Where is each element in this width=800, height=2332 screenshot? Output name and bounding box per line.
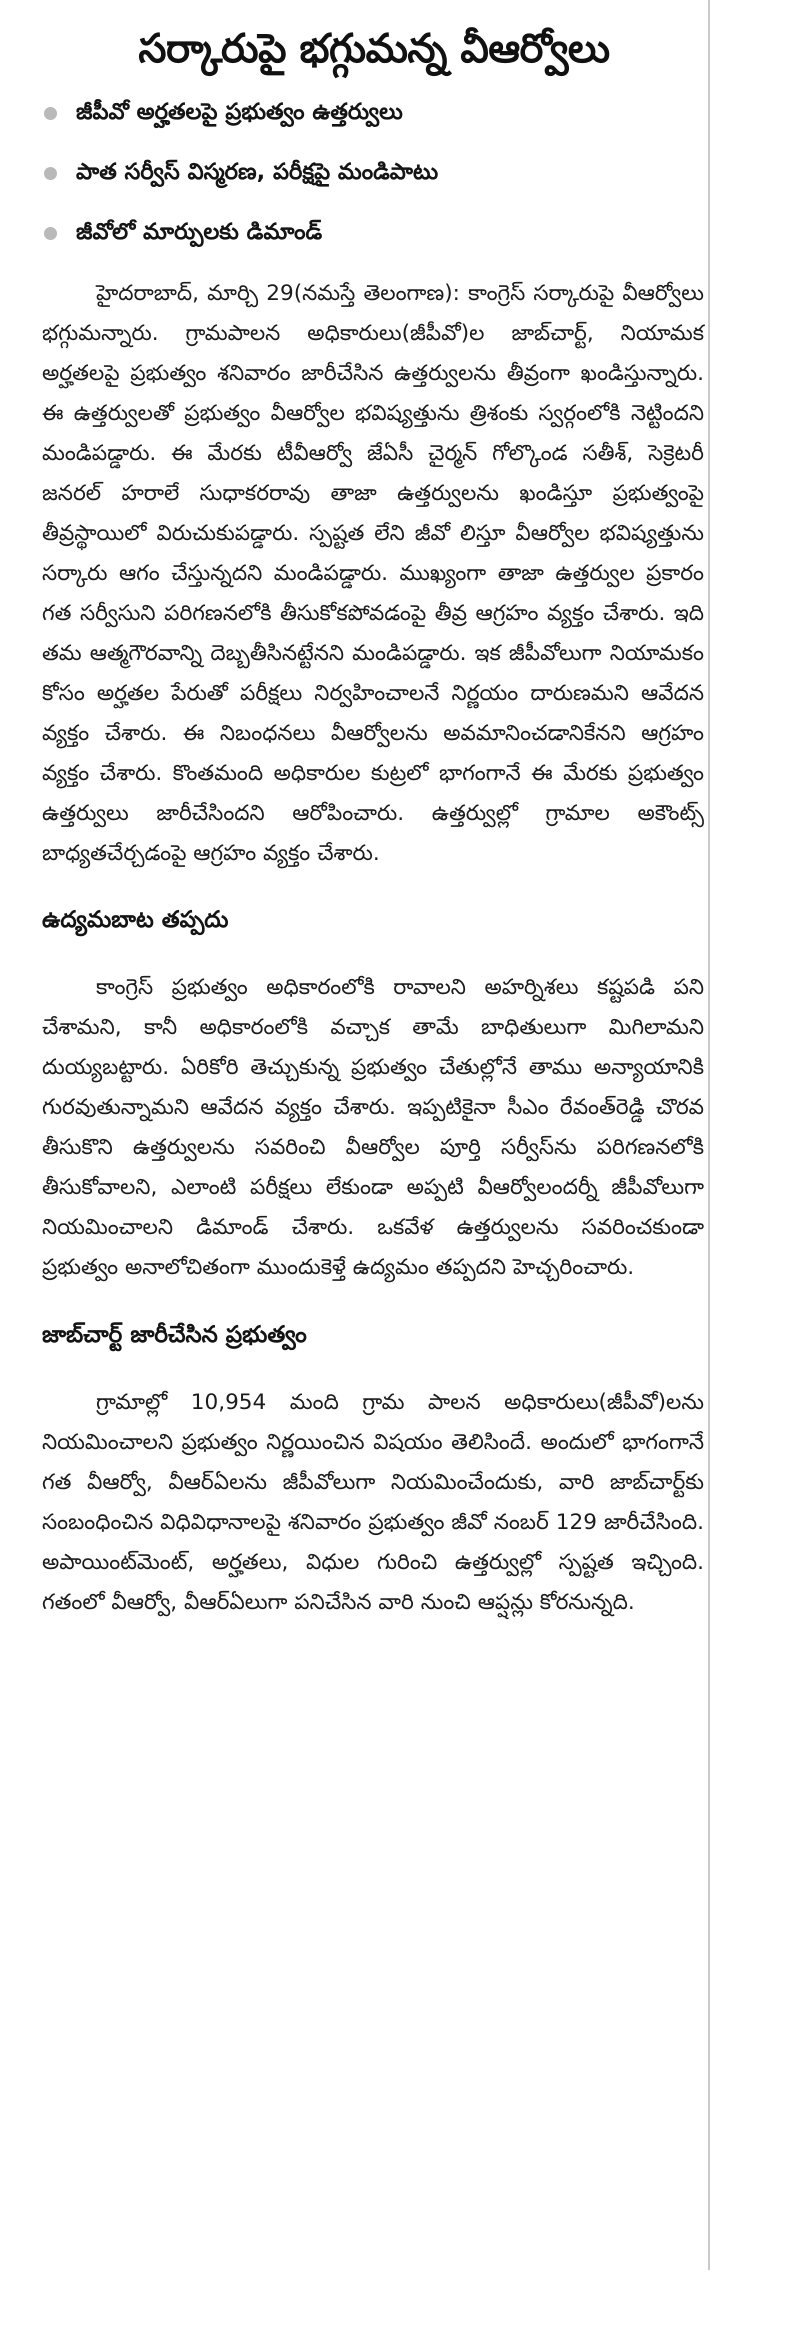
article-paragraph: కాంగ్రెస్ ప్రభుత్వం అధికారంలోకి రావాలని అహర్నిశలు కష్టపడి పని చేశామని, కానీ అధికారంలోకి వచ్చాక తామే బాధితులుగా మిగిలామని దుయ్యబట్టారు. ఏరికోరి తెచ్చుకున్న ప్రభుత్వం చేతుల్లోనే తాము అన్యాయానికి గురవుతున్నామని ఆవేదన వ్యక్తం చేశారు. ఇప్పటికైనా సీఎం రేవంత్‌రెడ్డి చొరవ తీసుకొని ఉత్తర్వులను సవరించి వీఆర్వోల పూర్తి సర్వీస్‌ను పరిగణనలోకి తీసుకోవాలని, ఎలాంటి పరీక్షలు లేకుండా అప్పటి వీఆర్వోలందర్నీ జీపీవోలుగా నియమించాలని డిమాండ్ చేశారు. ఒకవేళ ఉత్తర్వులను సవరించకుండా ప్రభుత్వం అనాలోచితంగా ముందుకెళ్తే ఉద్యమం తప్పదని హెచ్చరించారు.	[42, 975, 704, 1280]
bullet-dot-icon	[44, 107, 57, 120]
article-paragraph: హైదరాబాద్, మార్చి 29(నమస్తే తెలంగాణ): కాంగ్రెస్ సర్కారుపై వీఆర్వోలు భగ్గుమన్నారు. గ్రామపాలన అధికారులు(జీపీవో)ల జాబ్‌చార్ట్, నియామక అర్హతలపై ప్రభుత్వం శనివారం జారీచేసిన ఉత్తర్వులను తీవ్రంగా ఖండిస్తున్నారు. ఈ ఉత్తర్వులతో ప్రభుత్వం వీఆర్వోల భవిష్యత్తును త్రిశంకు స్వర్గంలోకి నెట్టిందని మండిపడ్డారు. ఈ మేరకు టీవీఆర్వో జేఏసీ చైర్మన్ గోల్కొండ సతీశ్, సెక్రెటరీ జనరల్ హరాలే సుధాకరరావు తాజా ఉత్తర్వులను ఖండిస్తూ ప్రభుత్వంపై తీవ్రస్థాయిలో విరుచుకుపడ్డారు. స్పష్టత లేని జీవో లిస్తూ వీఆర్వోల భవిష్యత్తును సర్కారు ఆగం చేస్తున్నదని మండిపడ్డారు. ముఖ్యంగా తాజా ఉత్తర్వుల ప్రకారం గత సర్వీసుని పరిగణనలోకి తీసుకోకపోవడంపై తీవ్ర ఆగ్రహం వ్యక్తం చేశారు. ఇది తమ ఆత్మగౌరవాన్ని దెబ్బతీసినట్టేనని మండిపడ్డారు. ఇక జీపీవోలుగా నియామకం కోసం అర్హతల పేరుతో పరీక్షలు నిర్వహించాలనే నిర్ణయం దారుణమని ఆవేదన వ్యక్తం చేశారు. ఈ నిబంధనలు వీఆర్వోలను అవమానించడానికేనని ఆగ్రహం వ్యక్తం చేశారు. కొంతమంది అధికారుల కుట్రలో భాగంగానే ఈ మేరకు ప్రభుత్వం ఉత్తర్వులు జారీచేసిందని ఆరోపించారు. ఉత్తర్వుల్లో గ్రామాల అకౌంట్స్ బాధ్యతచేర్చడంపై ఆగ్రహం వ్యక్తం చేశారు.	[42, 281, 704, 866]
bullet-dot-icon	[44, 227, 57, 240]
bullet-item	[40, 218, 710, 247]
newspaper-clipping	[38, 0, 710, 2332]
bullet-text: జీవోలో మార్పులకు డిమాండ్	[76, 219, 323, 245]
bullet-text: జీపీవో అర్హతలపై ప్రభుత్వం ఉత్తర్వులు	[76, 99, 403, 125]
article-paragraph: గ్రామాల్లో 10,954 మంది గ్రామ పాలన అధికారులు(జీపీవో)లను నియమించాలని ప్రభుత్వం నిర్ణయించిన విషయం తెలిసిందే. అందులో భాగంగానే గత వీఆర్వో, వీఆర్ఏలను జీపీవోలుగా నియమించేందుకు, వారి జాబ్‌చార్ట్‌కు సంబంధించిన విధివిధానాలపై శనివారం ప్రభుత్వం జీవో నంబర్ 129 జారీచేసింది. అపాయింట్‌మెంట్, అర్హతలు, విధుల గురించి ఉత్తర్వుల్లో స్పష్టత ఇచ్చింది. గతంలో వీఆర్వో, వీఆర్ఏలుగా పనిచేసిన వారి నుంచి ఆప్షన్లు కోరనున్నది.	[42, 1390, 704, 1615]
bullet-list	[38, 98, 710, 247]
subheading: ఉద్యమబాట తప్పదు	[42, 907, 229, 933]
bullet-text: పాత సర్వీస్ విస్మరణ, పరీక్షపై మండిపాటు	[76, 159, 439, 185]
headline: సర్కారుపై భగ్గుమన్న వీఆర్వోలు	[138, 26, 610, 72]
bullet-dot-icon	[44, 167, 57, 180]
article-body	[38, 274, 710, 1623]
bullet-item	[40, 98, 710, 127]
bullet-item	[40, 158, 710, 187]
clipping-border	[708, 0, 710, 2270]
subheading: జాబ్‌చార్ట్ జారీచేసిన ప్రభుత్వం	[42, 1322, 307, 1348]
